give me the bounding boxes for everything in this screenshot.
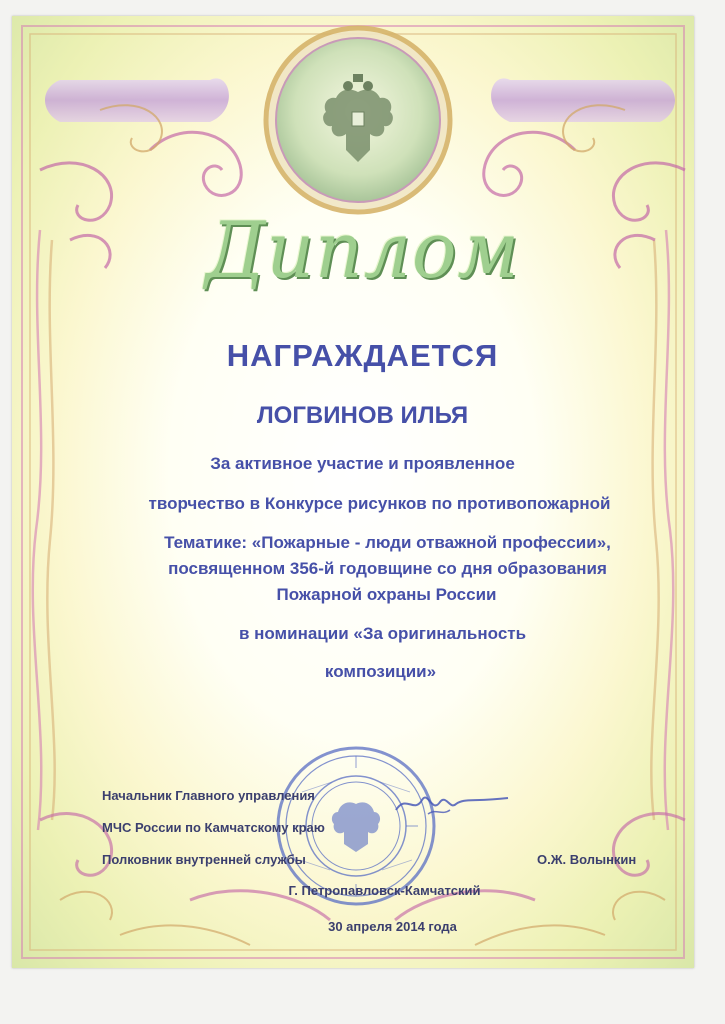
body-line-7: композиции» — [324, 662, 437, 681]
signatory-rank: Полковник внутренней службы — [102, 852, 306, 867]
body-line-1: За активное участие и проявленное — [210, 454, 515, 473]
handwritten-signature — [392, 784, 512, 824]
awarded-heading: НАГРАЖДАЕТСЯ — [226, 338, 499, 373]
signatory-position-line-1: Начальник Главного управления — [102, 788, 315, 803]
signatory-name: О.Ж. Волынкин — [537, 852, 637, 867]
body-line-6: в номинации «За оригинальность — [238, 624, 527, 643]
signatory-position-line-2: МЧС России по Камчатскому краю — [102, 820, 325, 835]
issue-place: Г. Петропавловск-Камчатский — [288, 883, 481, 898]
diploma-title: Диплом — [205, 206, 520, 296]
body-line-5: Пожарной охраны России — [276, 585, 497, 604]
recipient-name: ЛОГВИНОВ ИЛЬЯ — [256, 402, 469, 429]
body-line-4: посвященном 356-й годовщине со дня образования — [168, 559, 607, 578]
issue-date: 30 апреля 2014 года — [328, 919, 457, 934]
double-headed-eagle-emblem — [318, 72, 398, 172]
body-line-2: творчество в Конкурсе рисунков по противопожарной — [148, 494, 611, 513]
body-line-3: Тематике: «Пожарные - люди отважной профессии», — [164, 533, 611, 552]
